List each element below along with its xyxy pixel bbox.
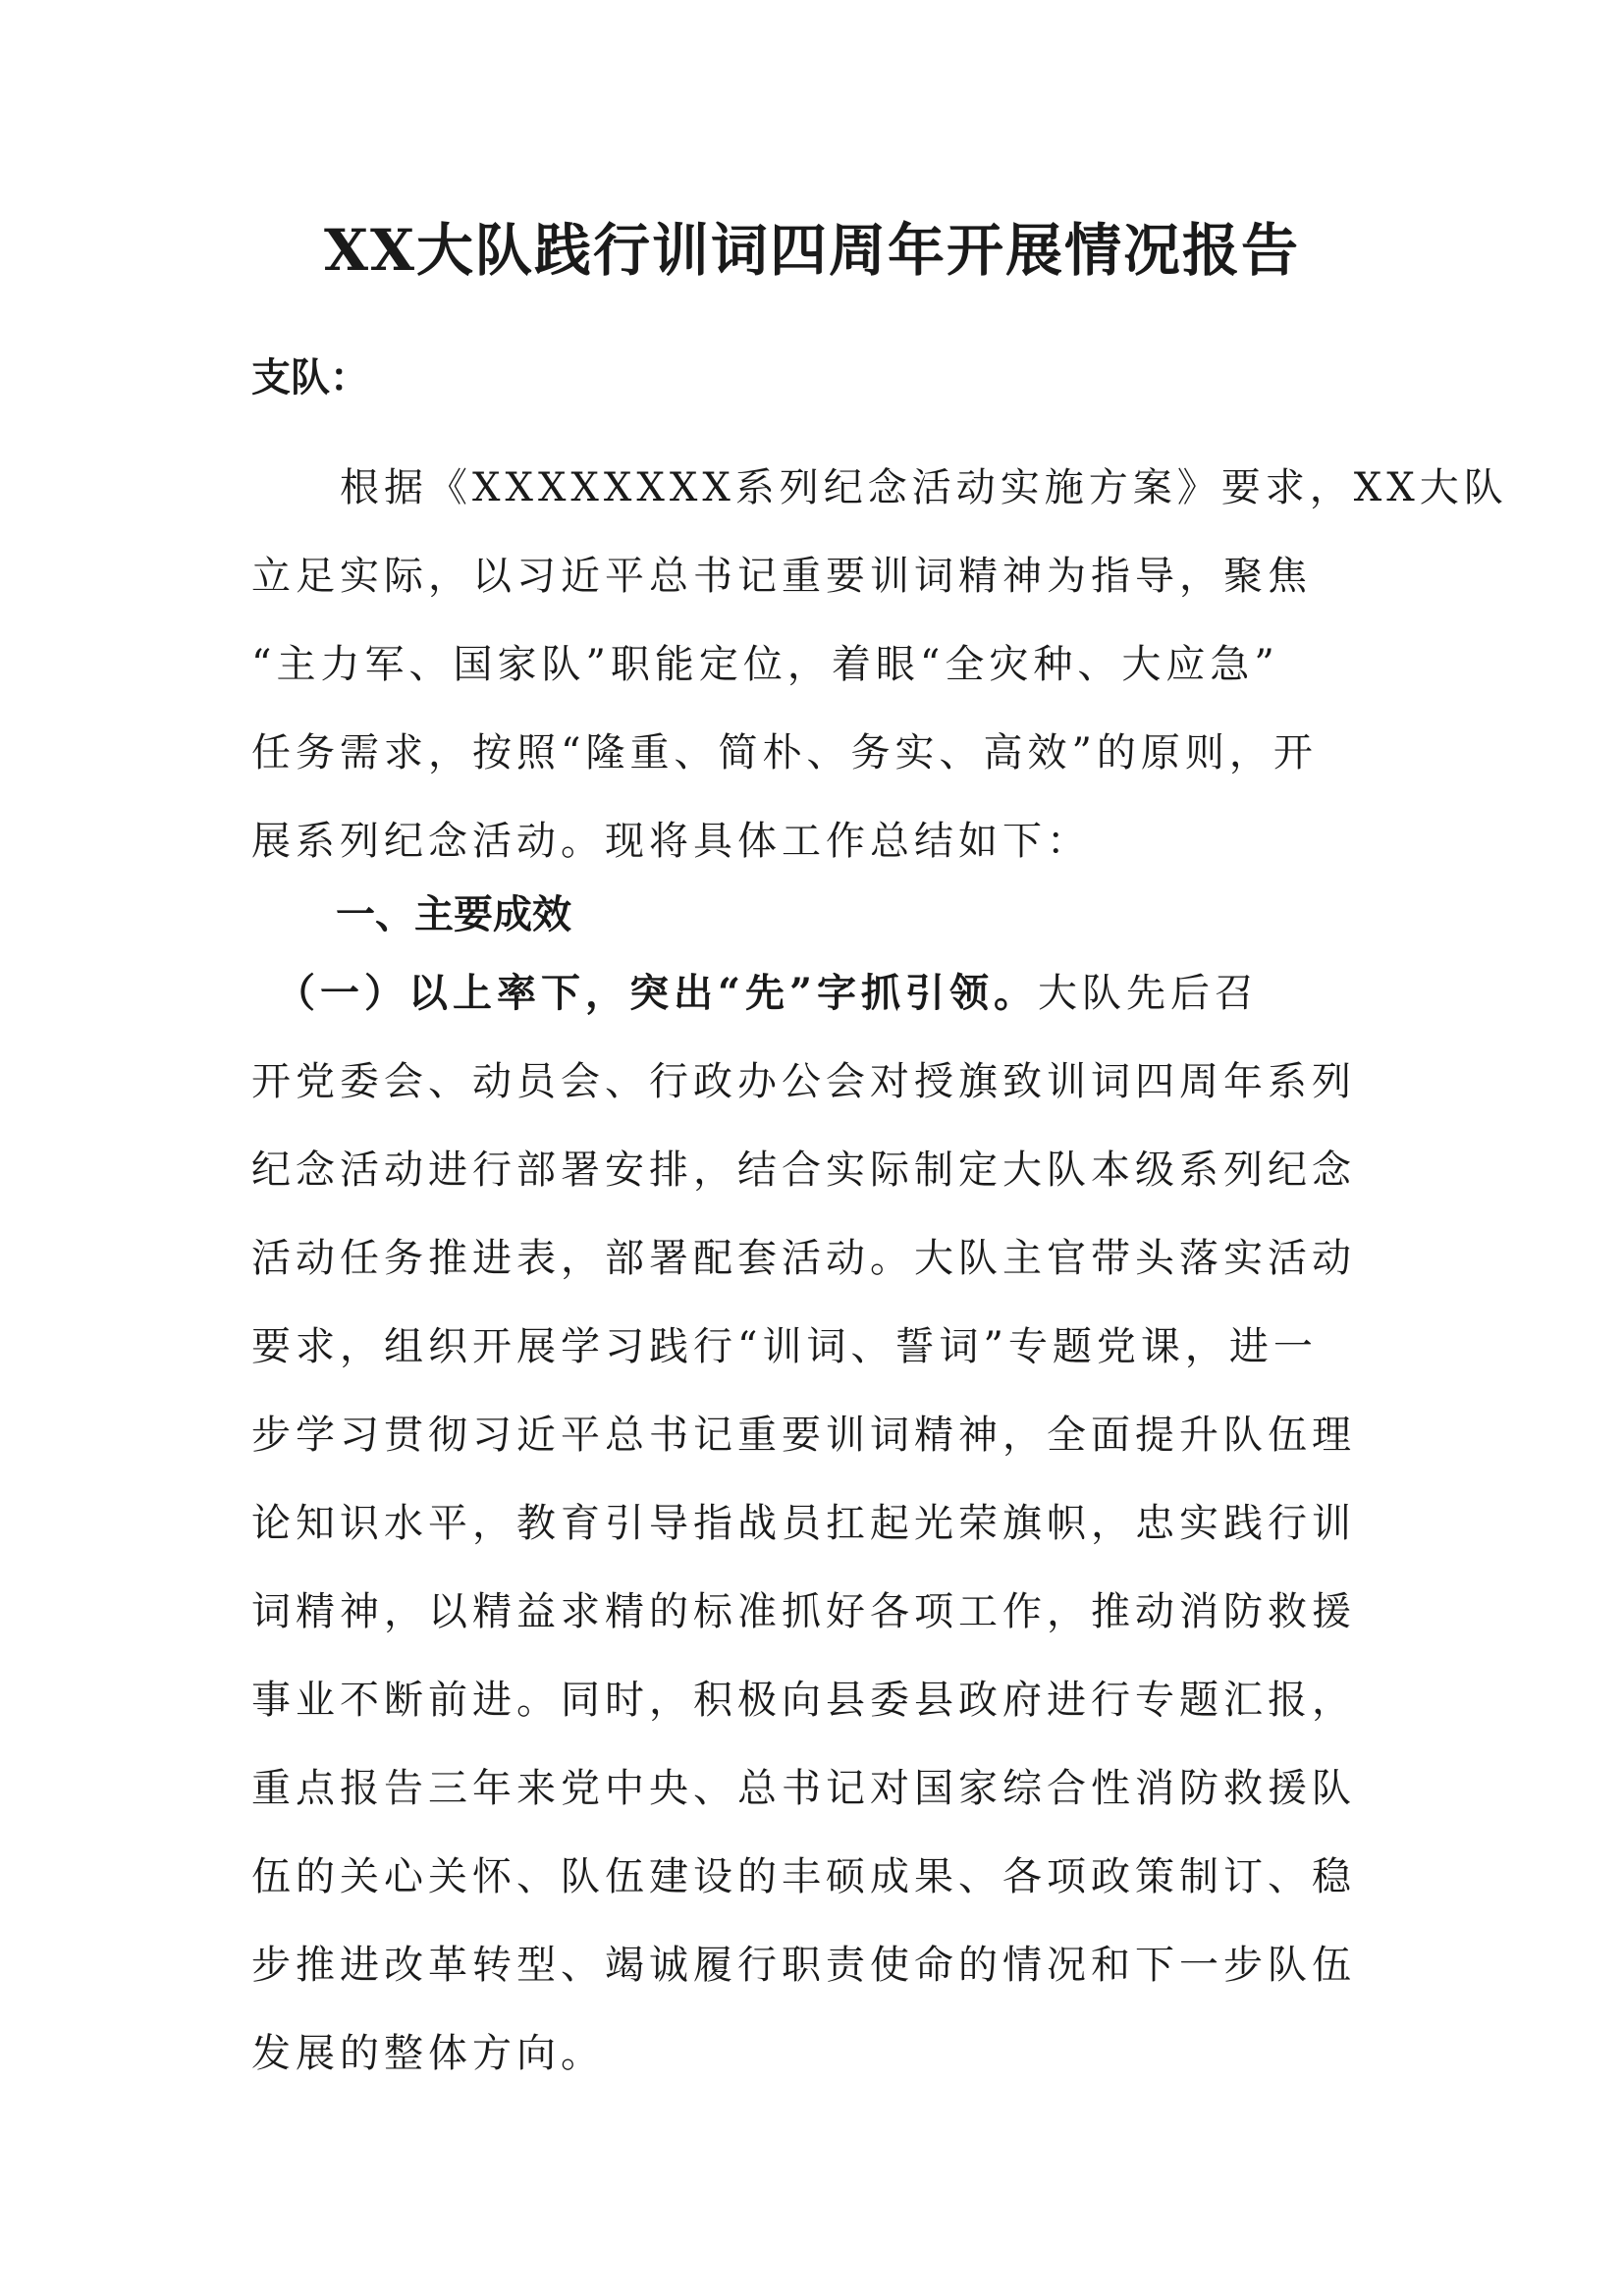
intro-paragraph	[251, 444, 1508, 885]
document-title: XX大队践行训词四周年开展情况报告	[323, 217, 1300, 284]
intro-line: “主力军、国家队”职能定位，着眼“全灾种、大应急”	[251, 642, 1279, 687]
intro-line: 任务需求，按照“隆重、简朴、务实、高效”的原则，开	[251, 730, 1318, 775]
intro-line: 立足实际，以习近平总书记重要训词精神为指导，聚焦	[251, 554, 1312, 599]
intro-line: 根据《XXXXXXXX系列纪念活动实施方案》要求，XX大队	[251, 465, 1508, 510]
subsection-lead-line	[251, 949, 1356, 1038]
body-line: 要求，组织开展学习践行“训词、誓词”专题党课，进一	[251, 1324, 1318, 1369]
body-line: 词精神，以精益求精的标准抓好各项工作，推动消防救援	[251, 1589, 1356, 1634]
body-line: 步推进改革转型、竭诚履行职责使命的情况和下一步队伍	[251, 1943, 1356, 1988]
body-line: 伍的关心关怀、队伍建设的丰硕成果、各项政策制订、稳	[251, 1854, 1356, 1899]
intro-line: 展系列纪念活动。现将具体工作总结如下：	[251, 819, 1091, 864]
body-line: 论知识水平，教育引导指战员扛起光荣旗帜，忠实践行训	[251, 1501, 1356, 1546]
body-line: 步学习贯彻习近平总书记重要训词精神，全面提升队伍理	[251, 1413, 1356, 1458]
body-line: 活动任务推进表，部署配套活动。大队主官带头落实活动	[251, 1236, 1356, 1281]
body-line: 重点报告三年来党中央、总书记对国家综合性消防救援队	[251, 1766, 1356, 1811]
body-line: 事业不断前进。同时，积极向县委县政府进行专题汇报，	[251, 1678, 1356, 1723]
body-line: 开党委会、动员会、行政办公会对授旗致训词四周年系列	[251, 1059, 1356, 1104]
section-heading: 一、主要成效	[336, 892, 571, 937]
body-line: 发展的整体方向。	[251, 2031, 605, 2076]
body-line: 纪念活动进行部署安排，结合实际制定大队本级系列纪念	[251, 1148, 1356, 1193]
subsection-paragraph	[251, 949, 1356, 2098]
salutation: 支队：	[251, 355, 369, 400]
lead-rest: 大队先后召	[1038, 971, 1260, 1016]
subsection-heading: （一）以上率下，突出“先”字抓引领。	[296, 970, 1039, 1016]
lead-indent	[251, 971, 296, 1016]
